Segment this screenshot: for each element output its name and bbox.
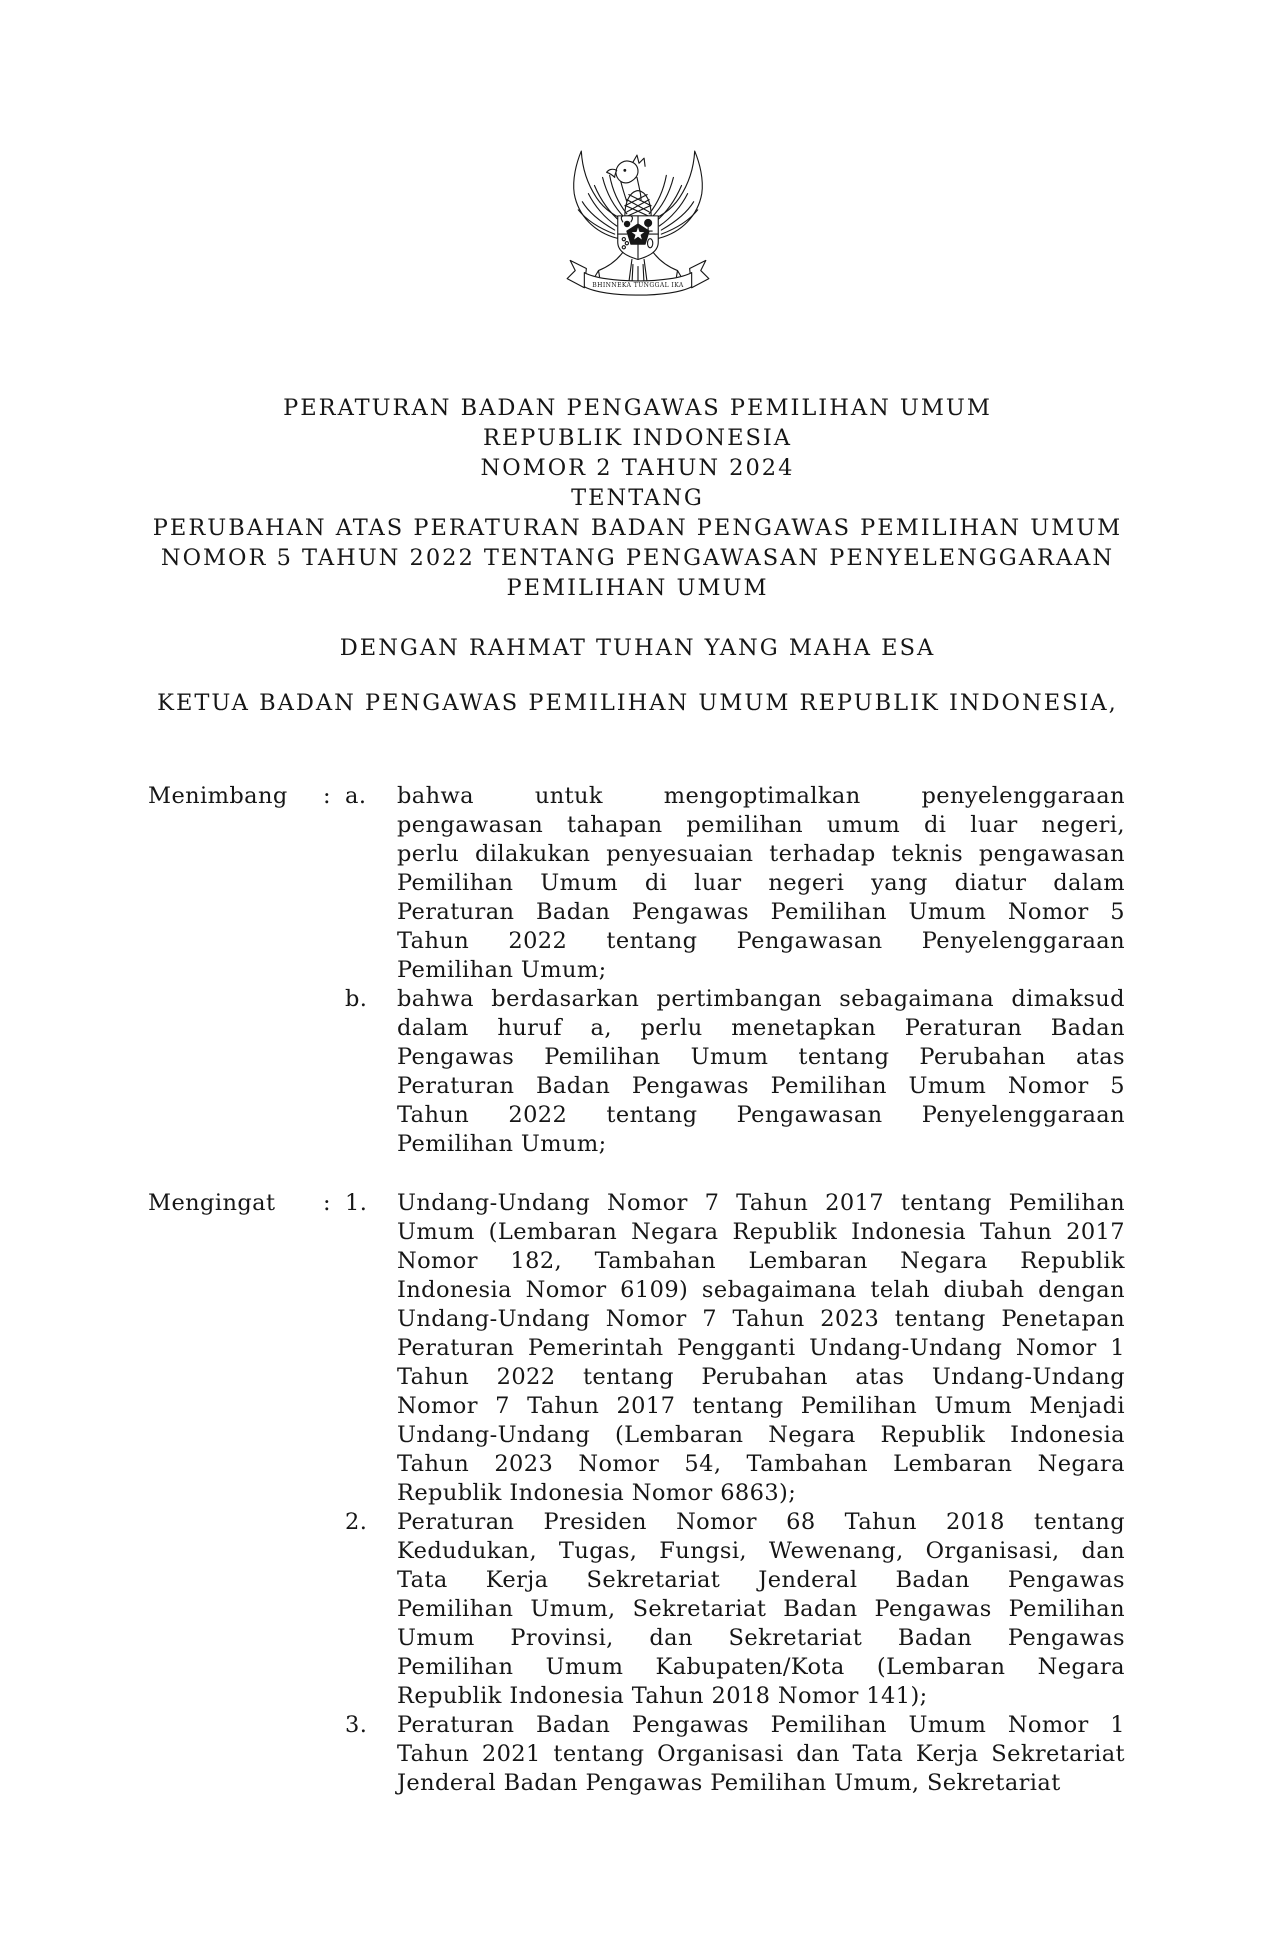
item-marker: 1. xyxy=(345,1190,368,1216)
text-line: Undang-Undang (Lembaran Negara Republik Indonesia xyxy=(397,1422,1125,1448)
text-line: bahwa untuk mengoptimalkan penyelenggaraan xyxy=(397,783,1125,809)
text-line: Tahun 2022 tentang Pengawasan Penyelenggaraan xyxy=(397,1102,1125,1128)
item-text xyxy=(397,1508,1125,1711)
text-line: Republik Indonesia Tahun 2018 Nomor 141); xyxy=(397,1683,928,1709)
garuda-pancasila-emblem xyxy=(562,145,714,307)
menimbang-item-a xyxy=(345,782,1125,985)
menimbang-label: Menimbang xyxy=(148,783,288,809)
text-line: Pemilihan Umum di luar negeri yang diatur dalam xyxy=(397,870,1125,896)
text-line: Kedudukan, Tugas, Fungsi, Wewenang, Organisasi, dan xyxy=(397,1538,1125,1564)
text-line: Peraturan Pemerintah Pengganti Undang-Undang Nomor 1 xyxy=(397,1335,1125,1361)
mengingat-items xyxy=(345,1189,1125,1798)
mengingat-item-2 xyxy=(345,1508,1125,1711)
text-line: Tahun 2021 tentang Organisasi dan Tata Kerja Sekretariat xyxy=(397,1741,1125,1767)
text-line: Peraturan Badan Pengawas Pemilihan Umum Nomor 1 xyxy=(397,1712,1125,1738)
text-line: Peraturan Badan Pengawas Pemilihan Umum Nomor 5 xyxy=(397,1073,1125,1099)
item-marker: b. xyxy=(345,986,368,1012)
item-text xyxy=(397,985,1125,1159)
title-line-3: NOMOR 2 TAHUN 2024 xyxy=(480,455,795,481)
text-line: Tahun 2022 tentang Pengawasan Penyelenggaraan xyxy=(397,928,1125,954)
text-line: Tata Kerja Sekretariat Jenderal Badan Pengawas xyxy=(397,1567,1125,1593)
text-line: Republik Indonesia Nomor 6863); xyxy=(397,1480,797,1506)
mengingat-item-3 xyxy=(345,1711,1125,1798)
menimbang-items xyxy=(345,782,1125,1159)
chest-feathers xyxy=(624,191,650,216)
invocation-line: DENGAN RAHMAT TUHAN YANG MAHA ESA xyxy=(339,635,936,661)
menimbang-item-b xyxy=(345,985,1125,1159)
emblem-container xyxy=(0,0,1275,307)
title-line-5: PERUBAHAN ATAS PERATURAN BADAN PENGAWAS PEMILIHAN UMUM xyxy=(152,515,1123,541)
text-line: dalam huruf a, perlu menetapkan Peraturan Badan xyxy=(397,1015,1125,1041)
text-line: Pengawas Pemilihan Umum tentang Perubahan atas xyxy=(397,1044,1125,1070)
text-line: Peraturan Presiden Nomor 68 Tahun 2018 tentang xyxy=(397,1509,1125,1535)
item-text xyxy=(397,1711,1125,1798)
item-marker: 3. xyxy=(345,1712,368,1738)
menimbang-section xyxy=(0,782,1275,1159)
text-line: Pemilihan Umum; xyxy=(397,957,607,983)
motto-text: BHINNEKA TUNGGAL IKA xyxy=(591,281,684,289)
authority-line: KETUA BADAN PENGAWAS PEMILIHAN UMUM REPUBLIK INDONESIA, xyxy=(157,690,1118,716)
text-line: Nomor 182, Tambahan Lembaran Negara Republik xyxy=(397,1248,1125,1274)
text-line: Undang-Undang Nomor 7 Tahun 2017 tentang Pemilihan xyxy=(397,1190,1125,1216)
item-marker: 2. xyxy=(345,1509,368,1535)
title-line-4: TENTANG xyxy=(571,485,704,511)
item-text xyxy=(397,1189,1125,1508)
mengingat-label: Mengingat xyxy=(148,1190,276,1216)
text-line: Peraturan Badan Pengawas Pemilihan Umum Nomor 5 xyxy=(397,899,1125,925)
text-line: Nomor 7 Tahun 2017 tentang Pemilihan Umum Menjadi xyxy=(397,1393,1125,1419)
text-line: Umum Provinsi, dan Sekretariat Badan Pengawas xyxy=(397,1625,1125,1651)
title-block xyxy=(0,393,1275,603)
text-line: pengawasan tahapan pemilihan umum di luar negeri, xyxy=(397,812,1125,838)
text-line: Tahun 2023 Nomor 54, Tambahan Lembaran Negara xyxy=(397,1451,1125,1477)
text-line: perlu dilakukan penyesuaian terhadap teknis pengawasan xyxy=(397,841,1125,867)
title-line-1: PERATURAN BADAN PENGAWAS PEMILIHAN UMUM xyxy=(283,395,992,421)
mengingat-item-1 xyxy=(345,1189,1125,1508)
text-line: Tahun 2022 tentang Perubahan atas Undang-Undang xyxy=(397,1364,1125,1390)
text-line: Jenderal Badan Pengawas Pemilihan Umum, Sekretariat xyxy=(397,1770,1061,1796)
title-line-6: NOMOR 5 TAHUN 2022 TENTANG PENGAWASAN PENYELENGGARAAN xyxy=(160,545,1115,571)
text-line: Pemilihan Umum; xyxy=(397,1131,607,1157)
mengingat-section xyxy=(0,1189,1275,1798)
title-line-2: REPUBLIK INDONESIA xyxy=(482,425,793,451)
item-marker: a. xyxy=(345,783,367,809)
pancasila-shield-icon xyxy=(617,216,658,260)
text-line: bahwa berdasarkan pertimbangan sebagaimana dimaksud xyxy=(397,986,1125,1012)
mengingat-colon: : xyxy=(323,1190,331,1216)
text-line: Pemilihan Umum, Sekretariat Badan Pengawas Pemilihan xyxy=(397,1596,1125,1622)
menimbang-colon: : xyxy=(323,783,331,809)
text-line: Indonesia Nomor 6109) sebagaimana telah diubah dengan xyxy=(397,1277,1125,1303)
text-line: Undang-Undang Nomor 7 Tahun 2023 tentang Penetapan xyxy=(397,1306,1125,1332)
text-line: Umum (Lembaran Negara Republik Indonesia Tahun 2017 xyxy=(397,1219,1125,1245)
eagle-head-icon xyxy=(606,155,644,202)
title-line-7: PEMILIHAN UMUM xyxy=(506,575,769,601)
text-line: Pemilihan Umum Kabupaten/Kota (Lembaran Negara xyxy=(397,1654,1125,1680)
preamble-content xyxy=(0,782,1275,1798)
item-text xyxy=(397,782,1125,985)
